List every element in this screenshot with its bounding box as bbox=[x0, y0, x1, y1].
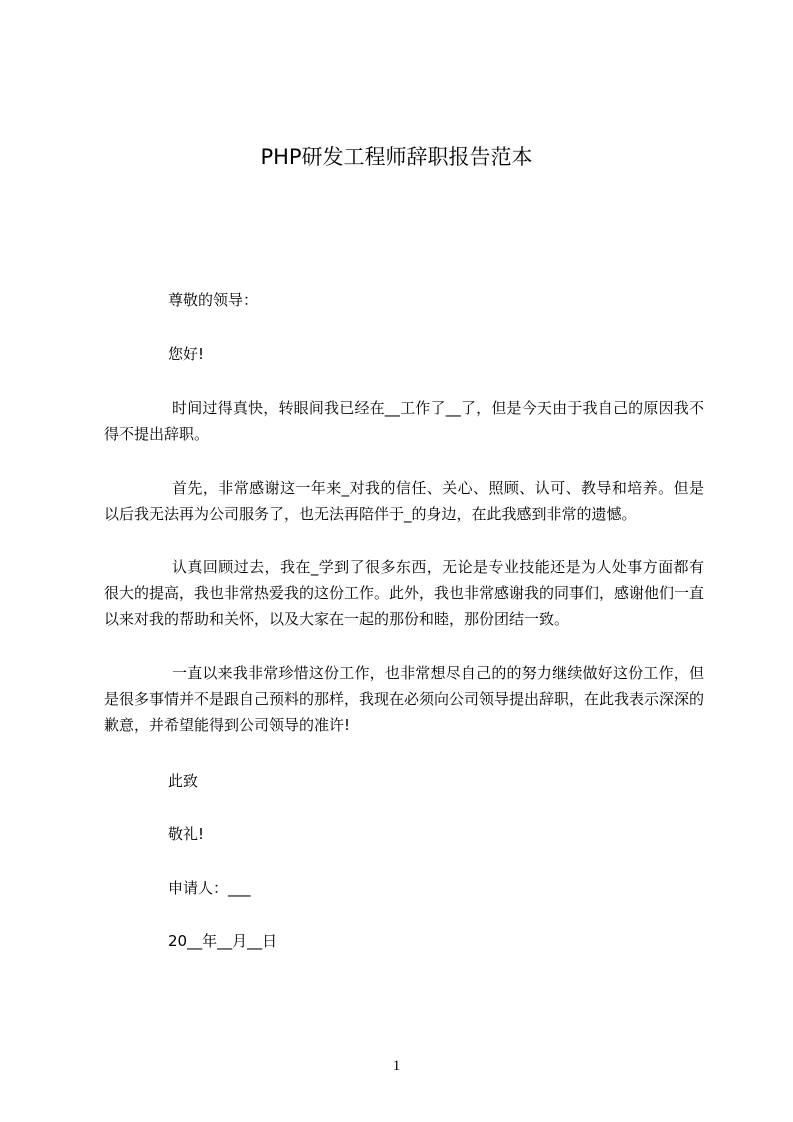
body-paragraph-4: 一直以来我非常珍惜这份工作，也非常想尽自己的的努力继续做好这份工作，但是很多事情并不是跟自己预料的那样，我现在必须向公司领导提出辞职，在此我表示深深的歉意，并希望能得到公司领导的准许! bbox=[104, 664, 705, 734]
greeting: 您好! bbox=[168, 345, 205, 363]
body-paragraph-2: 首先，非常感谢这一年来_对我的信任、关心、照顾、认可、教导和培养。但是以后我无法再为公司服务了，也无法再陪伴于_的身边，在此我感到非常的遗憾。 bbox=[104, 479, 704, 523]
page-number: 1 bbox=[392, 1058, 401, 1074]
document-title: PHP研发工程师辞职报告范本 bbox=[260, 145, 533, 169]
body-paragraph-1: 时间过得真快，转眼间我已经在__工作了__了，但是今天由于我自己的原因我不得不提出辞职。 bbox=[104, 399, 704, 443]
regards-text: 敬礼! bbox=[168, 825, 205, 843]
date-field: 20__年__月__日 bbox=[168, 932, 278, 950]
body-paragraph-3: 认真回顾过去，我在_学到了很多东西，无论是专业技能还是为人处事方面都有很大的提高，我也非常热爱我的这份工作。此外，我也非常感谢我的同事们，感谢他们一直以来对我的帮助和关怀，以及大家在一起的那份和睦，那份团结一致。 bbox=[104, 558, 705, 628]
applicant-field: 申请人：___ bbox=[168, 879, 251, 897]
salutation: 尊敬的领导： bbox=[168, 291, 259, 309]
closing-text: 此致 bbox=[168, 772, 199, 790]
